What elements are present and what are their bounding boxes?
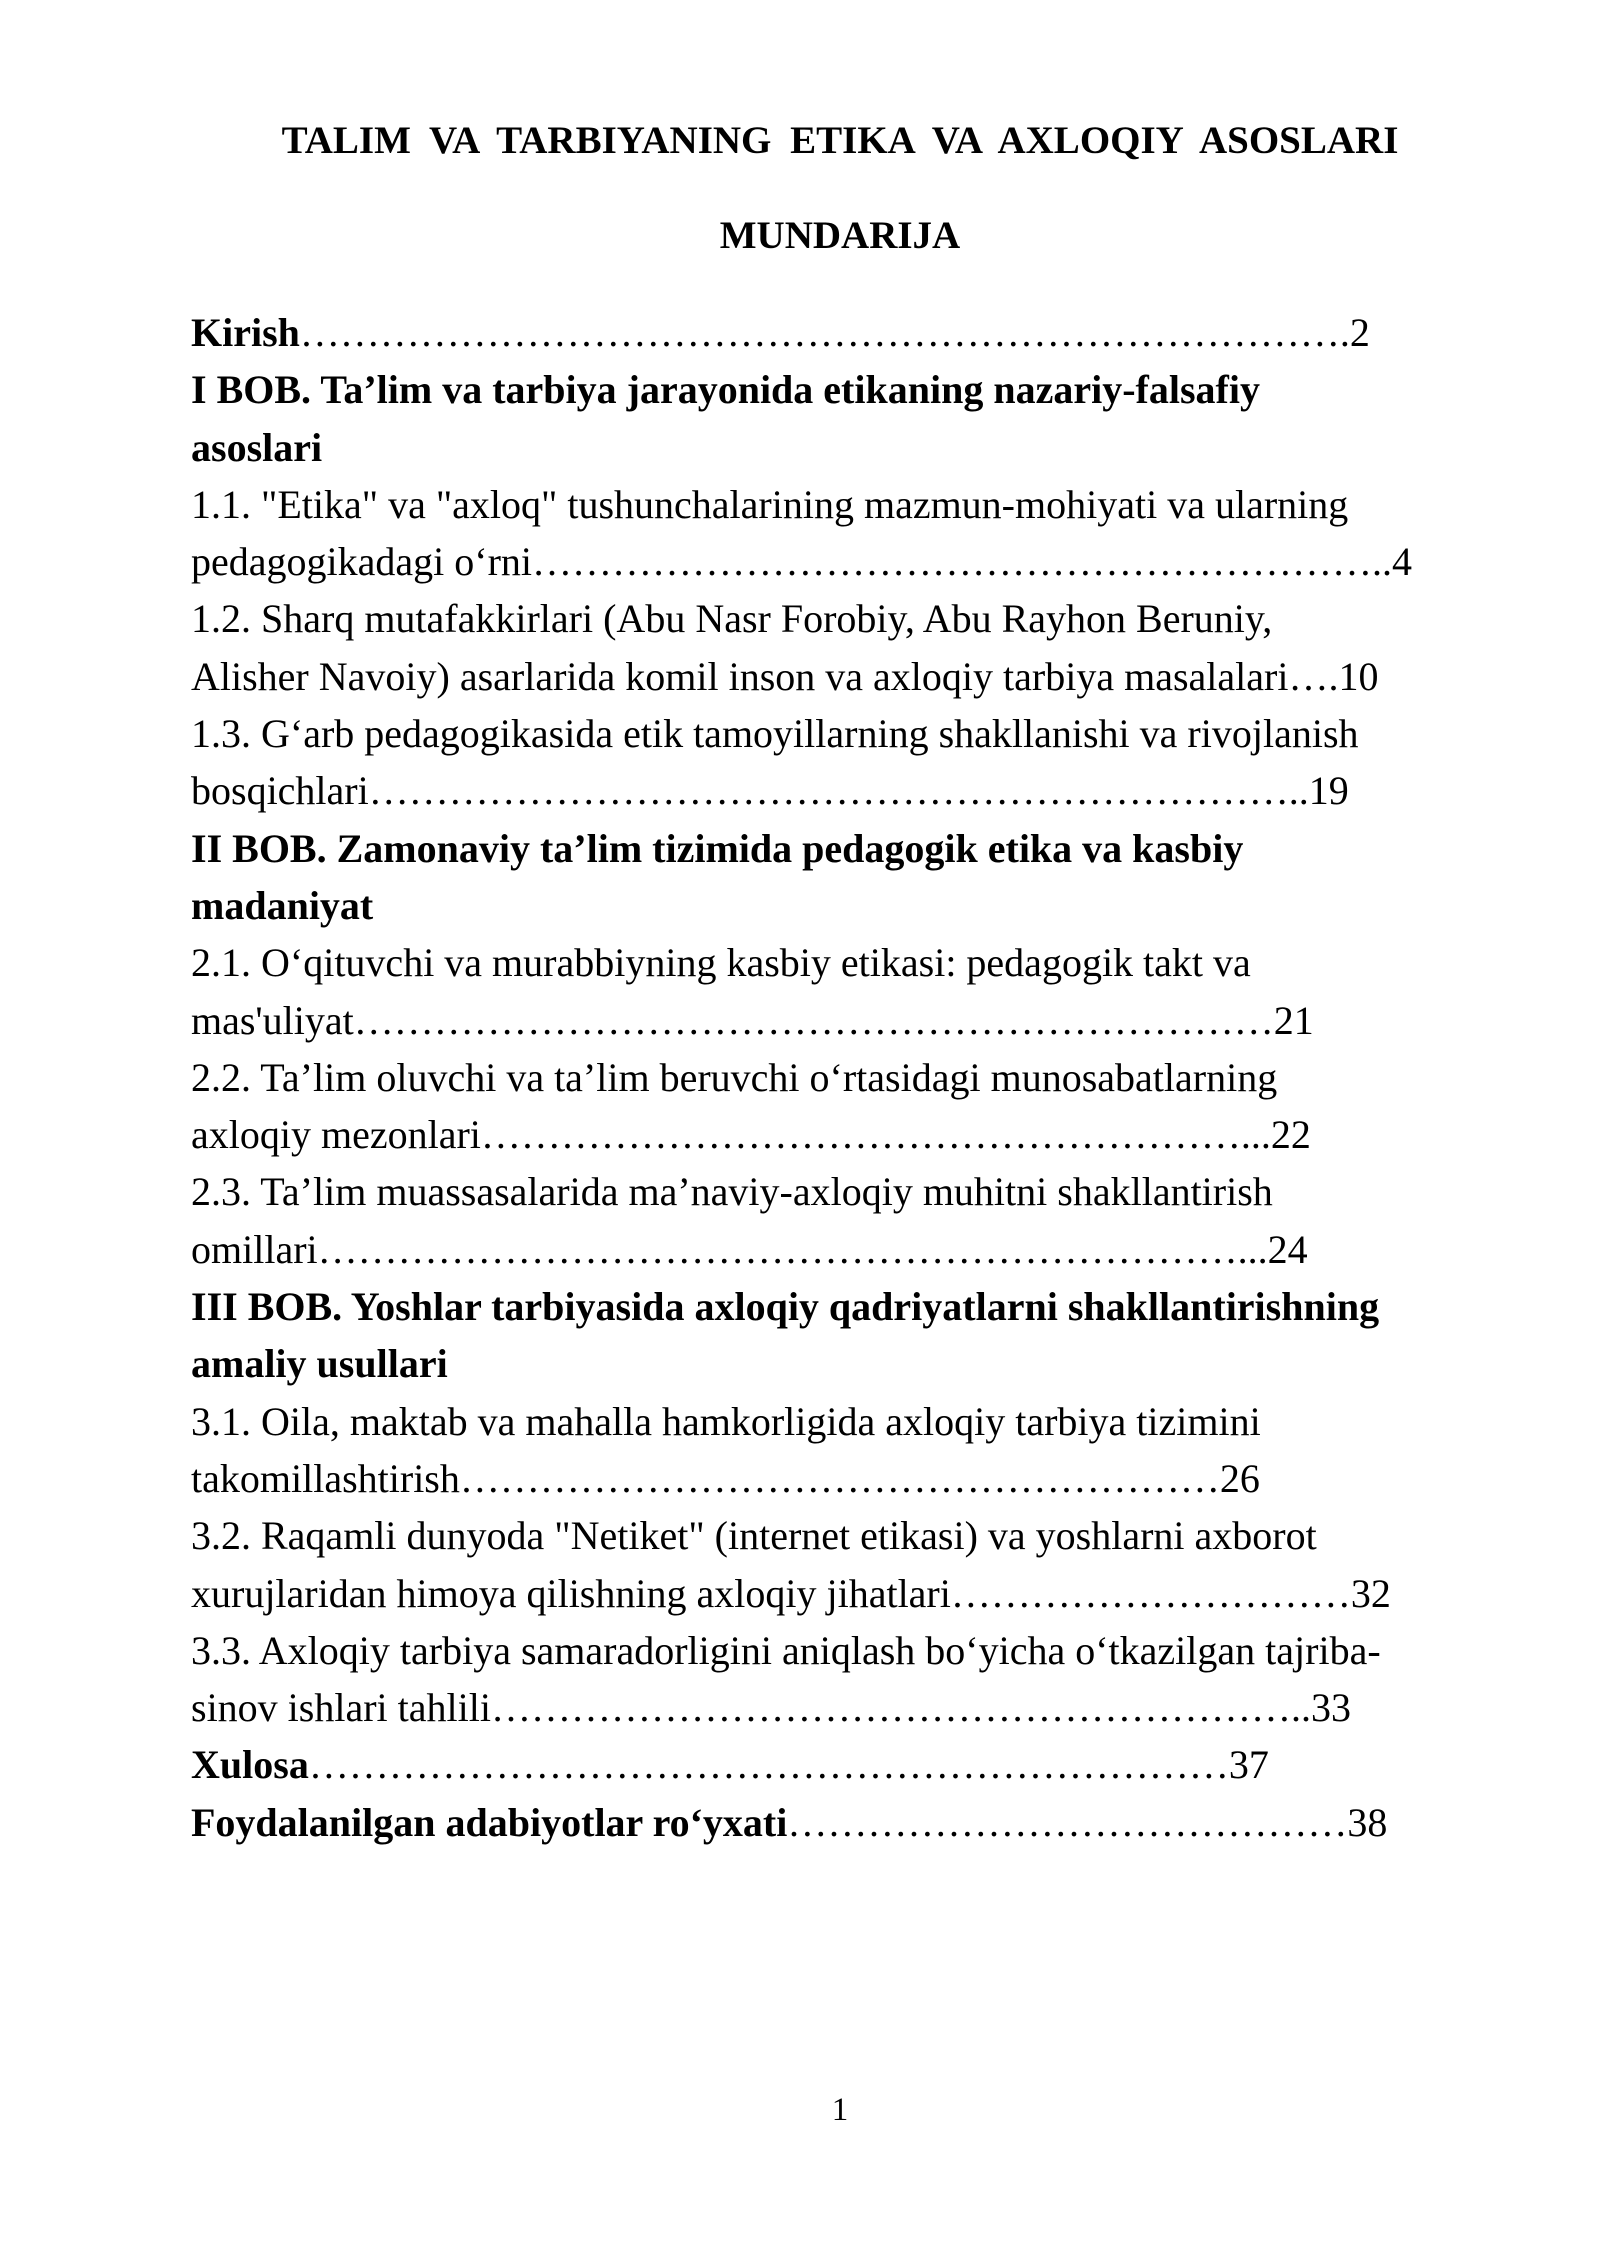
toc-entry-xulosa <box>191 1736 1491 1793</box>
toc-line: amaliy usullari <box>191 1341 448 1387</box>
toc-line: 3.1. Oila, maktab va mahalla hamkorligida axloqiy tarbiya tizimini <box>191 1398 1261 1444</box>
toc-line: III BOB. Yoshlar tarbiyasida axloqiy qadriyatlarni shakllantirishning <box>191 1284 1380 1330</box>
toc-line: mas'uliyat……………………………………………………………21 <box>191 997 1314 1043</box>
toc-section-2-2 <box>191 1049 1491 1164</box>
toc-line: 2.2. Ta’lim oluvchi va ta’lim beruvchi o‘rtasidagi munosabatlarning <box>191 1054 1278 1100</box>
toc-section-1-1 <box>191 476 1491 591</box>
toc-section-2-3 <box>191 1163 1491 1278</box>
toc-entry-label: Kirish <box>191 310 300 355</box>
toc-line: omillari……………………………………………………………...24 <box>191 1226 1308 1272</box>
toc-heading: MUNDARIJA <box>719 214 961 257</box>
toc-line: 2.3. Ta’lim muassasalarida ma’naviy-axloqiy muhitni shakllantirish <box>191 1169 1273 1215</box>
toc-line: pedagogikadagi o‘rni………………………………………………………..4 <box>191 539 1412 585</box>
toc-chapter-1 <box>191 361 1491 476</box>
toc-entry-adabiyotlar <box>191 1794 1491 1851</box>
toc-section-1-2 <box>191 590 1491 705</box>
toc-chapter-3 <box>191 1278 1491 1393</box>
toc-entry-label: Foydalanilgan adabiyotlar ro‘yxati <box>191 1799 788 1845</box>
toc-line: axloqiy mezonlari…………………………………………………...22 <box>191 1112 1311 1158</box>
toc-section-2-1 <box>191 934 1491 1049</box>
toc-line: 3.3. Axloqiy tarbiya samaradorligini aniqlash bo‘yicha o‘tkazilgan tajriba- <box>191 1627 1381 1673</box>
toc-entry-label: Xulosa <box>191 1742 309 1788</box>
toc-section-3-3 <box>191 1622 1491 1737</box>
toc-line: 1.2. Sharq mutafakkirlari (Abu Nasr Forobiy, Abu Rayhon Beruniy, <box>191 596 1273 642</box>
toc-entry-leader: ……………………………………………………………37 <box>308 1742 1269 1788</box>
toc-line: takomillashtirish…………………………………………………26 <box>191 1455 1260 1501</box>
toc-entry-leader: ……………………………………38 <box>787 1799 1388 1845</box>
table-of-contents <box>191 304 1491 1851</box>
toc-entry-leader: …………………………………………………………………….2 <box>299 310 1370 355</box>
document-title: TALIM VA TARBIYANING ETIKA VA AXLOQIY ASOSLARI <box>281 119 1399 162</box>
toc-line: asoslari <box>191 424 323 470</box>
toc-line: I BOB. Ta’lim va tarbiya jarayonida etikaning nazariy-falsafiy <box>191 367 1260 413</box>
toc-line: bosqichlari……………………………………………………………..19 <box>191 768 1349 814</box>
toc-chapter-2 <box>191 820 1491 935</box>
toc-section-3-2 <box>191 1507 1491 1622</box>
toc-section-1-3 <box>191 705 1491 820</box>
toc-line: II BOB. Zamonaviy ta’lim tizimida pedagogik etika va kasbiy <box>191 825 1244 871</box>
toc-line: 3.2. Raqamli dunyoda "Netiket" (internet etikasi) va yoshlarni axborot <box>191 1513 1317 1559</box>
page-number: 1 <box>831 2092 849 2128</box>
toc-line: Alisher Navoiy) asarlarida komil inson va axloqiy tarbiya masalalari….10 <box>191 653 1379 699</box>
toc-line: xurujlaridan himoya qilishning axloqiy jihatlari…………………………32 <box>191 1570 1391 1616</box>
toc-entry-kirish <box>191 304 1491 361</box>
toc-section-3-1 <box>191 1393 1491 1508</box>
toc-line: sinov ishlari tahlili……………………………………………………..33 <box>191 1685 1351 1731</box>
toc-line: 2.1. O‘qituvchi va murabbiyning kasbiy etikasi: pedagogik takt va <box>191 940 1251 986</box>
toc-line: 1.1. "Etika" va "axloq" tushunchalarining mazmun-mohiyati va ularning <box>191 481 1349 527</box>
toc-line: madaniyat <box>191 882 374 928</box>
toc-line: 1.3. G‘arb pedagogikasida etik tamoyillarning shakllanishi va rivojlanish <box>191 711 1359 757</box>
